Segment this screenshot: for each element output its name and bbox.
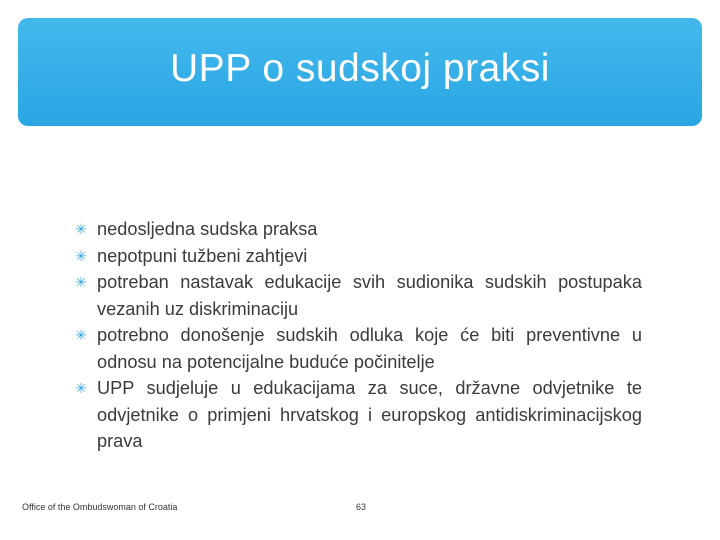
bullet-item	[74, 243, 642, 270]
page-number: 63	[356, 502, 367, 512]
bullet-text: nepotpuni tužbeni zahtjevi	[97, 245, 308, 266]
bullet-item	[74, 375, 642, 455]
asterisk-icon: ✳	[75, 274, 87, 290]
bullet-text: nedosljedna sudska praksa	[97, 219, 318, 239]
bullet-item	[74, 269, 642, 322]
bullet-item	[74, 322, 642, 375]
bullet-list	[74, 216, 642, 455]
asterisk-icon: ✳	[75, 247, 87, 264]
asterisk-icon: ✳	[75, 221, 87, 237]
bullet-text: potreban nastavak edukacije svih sudionika sudskih postupaka vezanih uz diskriminaciju	[97, 272, 642, 319]
footer-organization: Office of the Ombudswoman of Croatia	[22, 502, 178, 512]
title-banner	[18, 18, 702, 126]
slide-title: UPP o sudskoj praksi	[170, 47, 550, 90]
bullet-text: potrebno donošenje sudskih odluka koje će biti preventivne u odnosu na potencijalne buduće počinitelje	[97, 325, 642, 372]
bullet-text: UPP sudjeluje u edukacijama za suce, državne odvjetnike te odvjetnike o primjeni hrvatskog i europskog antidiskriminacijskog prava	[97, 378, 642, 451]
bullet-item	[74, 216, 642, 243]
asterisk-icon: ✳	[75, 380, 87, 396]
asterisk-icon: ✳	[75, 327, 87, 343]
